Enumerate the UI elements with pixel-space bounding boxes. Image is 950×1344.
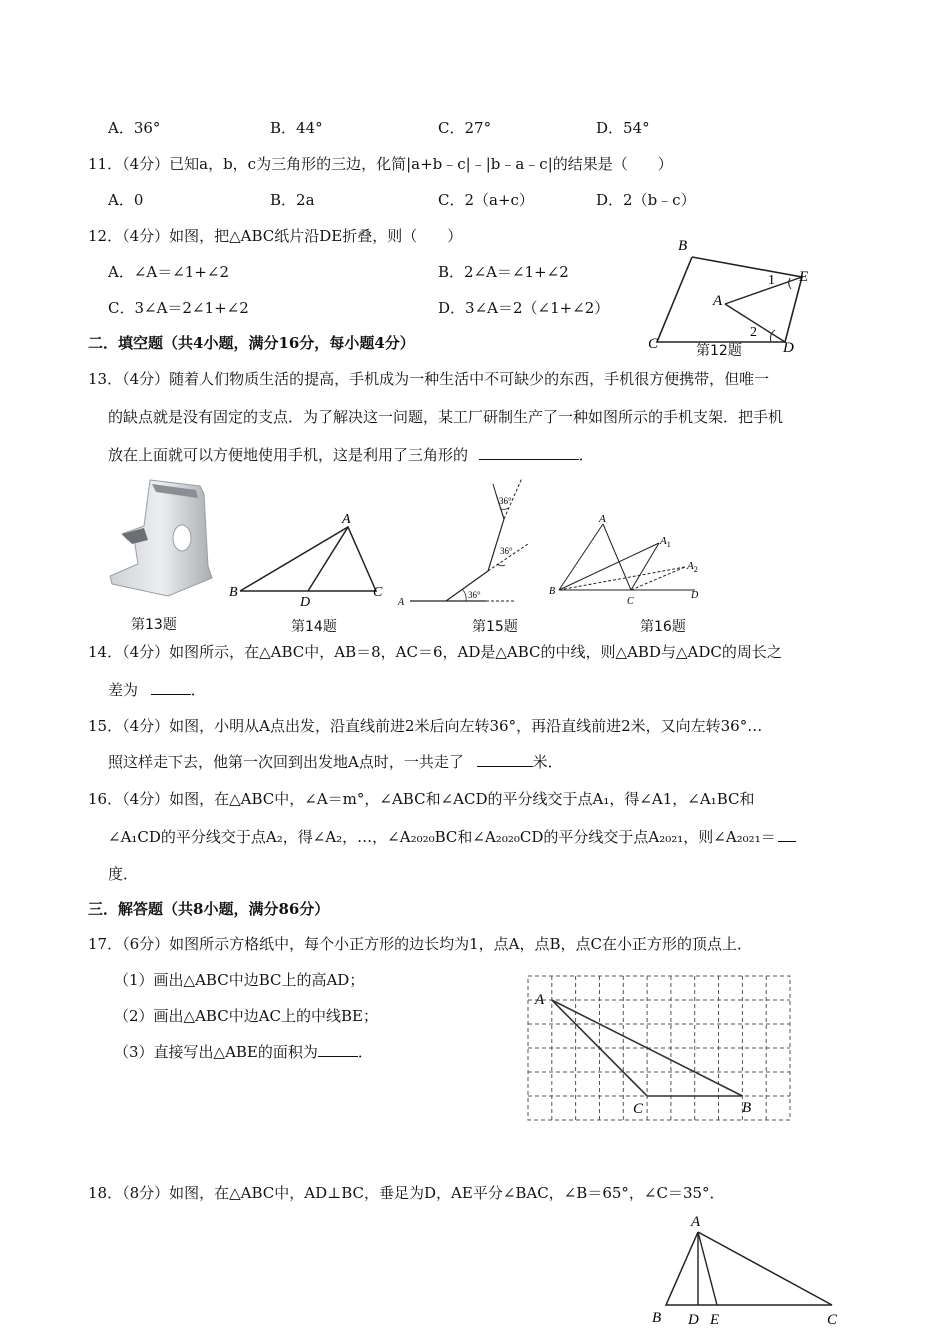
section-2-heading: 二．填空题（共4小题，满分16分，每小题4分） [88, 334, 415, 352]
f14-label-d: D [300, 595, 311, 610]
q11-option-a: A．0 [108, 191, 144, 209]
q13-caption: 第13题 [131, 617, 177, 633]
f15-angle-2: 36° [500, 546, 513, 556]
f15-label-a: A [398, 597, 405, 608]
q17-part1: （1）画出△ABC中边BC上的高AD； [114, 971, 365, 989]
q12-figure [640, 232, 820, 357]
q11-option-b: B．2a [270, 191, 315, 209]
q12-option-a: A．∠A＝∠1+∠2 [108, 263, 230, 281]
q11-stem: 11．（4分）已知a，b，c为三角形的三边，化简|a+b﹣c|﹣|b﹣a﹣c|的结果是（ ） [88, 155, 673, 173]
q16-answer-blank[interactable] [778, 827, 796, 842]
f16-label-d: D [691, 590, 699, 601]
q14-caption: 第14题 [291, 619, 337, 635]
q18-label-d: D [688, 1312, 699, 1328]
q15-answer-blank[interactable] [477, 752, 533, 767]
f16-label-b: B [549, 586, 556, 597]
q13-line3 [108, 445, 594, 465]
q18-label-b: B [652, 1310, 662, 1326]
f16-label-a1: $A_1$ [660, 535, 671, 549]
q12-label-b: B [678, 238, 688, 254]
q12-label-a: A [713, 293, 723, 309]
q17-label-c: C [633, 1101, 644, 1117]
q12-label-1: 1 [768, 273, 775, 288]
q17-label-a: A [535, 992, 545, 1008]
q13-line1: 13．（4分）随着人们物质生活的提高，手机成为一种生活中不可缺少的东西，手机很方便携带，但唯一 [88, 370, 770, 388]
f16-label-c: C [627, 596, 634, 607]
q12-option-c: C．3∠A＝2∠1+∠2 [108, 299, 249, 317]
q16-line1: 16．（4分）如图，在△ABC中，∠A＝m°，∠ABC和∠ACD的平分线交于点A₁，得∠A1，∠A₁BC和 [88, 790, 755, 808]
q14-line2-end: ． [190, 681, 206, 699]
section-3-heading: 三．解答题（共8小题，满分86分） [88, 900, 330, 918]
q15-line2 [108, 752, 563, 772]
q15-line1: 15．（4分）如图，小明从A点出发，沿直线前进2米后向左转36°，再沿直线前进2米，又向左转36°… [88, 717, 763, 735]
q12-label-d: D [783, 340, 794, 356]
q18-figure [648, 1210, 848, 1340]
q17-label-b: B [742, 1100, 752, 1116]
q12-option-d: D．3∠A＝2（∠1+∠2） [438, 299, 610, 317]
q17-stem: 17．（6分）如图所示方格纸中，每个小正方形的边长均为1，点A，点B，点C在小正方形的顶点上． [88, 935, 753, 953]
f16-label-a: A [599, 513, 606, 525]
q12-label-e: E [799, 269, 809, 285]
f15-angle-3: 36° [499, 496, 512, 506]
q13-answer-blank[interactable] [479, 445, 579, 460]
q14-figure [228, 512, 393, 612]
q12-label-2: 2 [750, 325, 757, 340]
q11-option-c: C．2（a+c） [438, 191, 534, 209]
q14-line1: 14．（4分）如图所示，在△ABC中，AB＝8，AC＝6，AD是△ABC的中线，则△ABD与△ADC的周长之 [88, 643, 782, 661]
q15-line2-end: 米． [532, 753, 563, 771]
q14-line2-text: 差为 [108, 681, 139, 699]
q12-option-b: B．2∠A＝∠1+∠2 [438, 263, 569, 281]
f14-label-c: C [373, 585, 383, 600]
q18-label-c: C [827, 1312, 838, 1328]
q16-line3: 度． [108, 865, 139, 883]
q18-stem: 18．（8分）如图，在△ABC中，AD⊥BC，垂足为D，AE平分∠BAC，∠B＝65°，∠C＝35°． [88, 1184, 725, 1202]
f16-label-a2: $A_2$ [687, 560, 698, 574]
q14-line2 [108, 680, 206, 700]
q16-line2 [108, 827, 796, 847]
q15-line2-text: 照这样走下去，他第一次回到出发地A点时，一共走了 [108, 753, 464, 771]
q16-caption: 第16题 [640, 619, 686, 635]
q15-figure [396, 474, 536, 609]
q17-grid-figure [528, 976, 792, 1122]
q17-part3 [114, 1042, 373, 1062]
f15-angle-1: 36° [468, 590, 481, 600]
q10-option-a: A．36° [108, 119, 161, 137]
q16-line2-text: ∠A₁CD的平分线交于点A₂，得∠A₂，…，∠A₂₀₂₀BC和∠A₂₀₂₀CD的平分线交于点A₂₀₂₁，则∠A₂₀₂₁＝ [108, 828, 776, 846]
q16-figure [545, 510, 715, 610]
q12-label-c: C [648, 336, 659, 352]
q18-label-e: E [710, 1312, 720, 1328]
q13-phone-stand-figure [108, 478, 218, 603]
q17-answer-blank[interactable] [318, 1042, 358, 1057]
q10-option-d: D．54° [596, 119, 650, 137]
q13-line2: 的缺点就是没有固定的支点．为了解决这一问题，某工厂研制生产了一种如图所示的手机支架．把手机 [108, 408, 784, 426]
q18-label-a: A [691, 1214, 701, 1230]
q14-answer-blank[interactable] [151, 680, 191, 695]
q13-line3-end: ． [578, 446, 594, 464]
q15-caption: 第15题 [472, 619, 518, 635]
q10-option-b: B．44° [270, 119, 323, 137]
q11-option-d: D．2（b﹣c） [596, 191, 696, 209]
f14-label-a: A [342, 512, 351, 527]
q12-caption: 第12题 [696, 343, 742, 359]
q17-part3-text: （3）直接写出△ABE的面积为 [114, 1043, 318, 1061]
q12-stem: 12．（4分）如图，把△ABC纸片沿DE折叠，则（ ） [88, 227, 463, 245]
q10-option-c: C．27° [438, 119, 492, 137]
q13-line3-text: 放在上面就可以方便地使用手机，这是利用了三角形的 [108, 446, 469, 464]
q17-part2: （2）画出△ABC中边AC上的中线BE； [114, 1007, 378, 1025]
f14-label-b: B [229, 585, 238, 600]
q17-part3-end: ． [357, 1043, 373, 1061]
